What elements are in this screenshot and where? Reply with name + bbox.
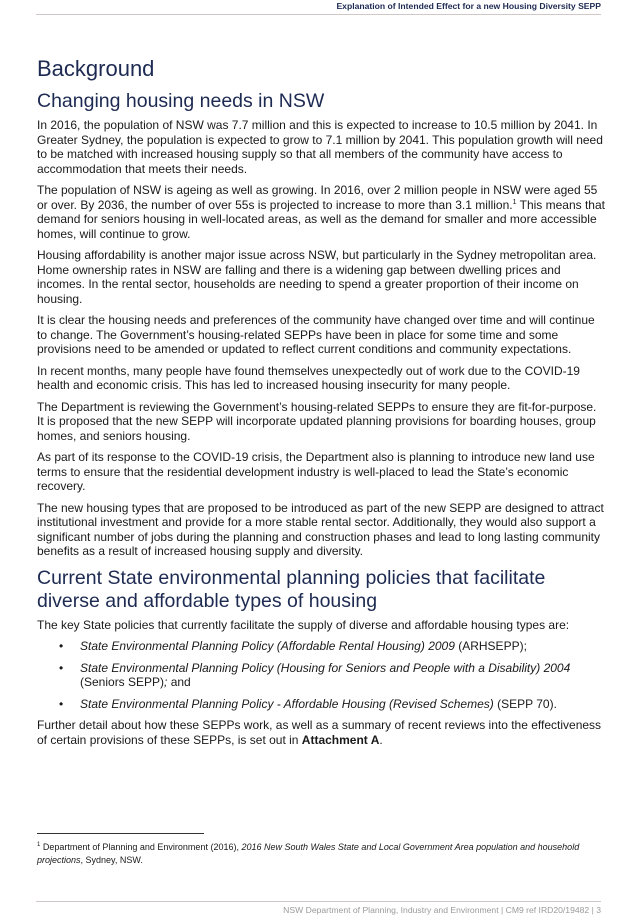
section-heading-state-policies: Current State environmental planning policies that facilitate diverse and affordable types of housing bbox=[37, 566, 546, 612]
policy-tail: and bbox=[167, 675, 191, 689]
footnote-divider bbox=[37, 833, 204, 834]
header-title: Explanation of Intended Effect for a new Housing Diversity SEPP bbox=[336, 1, 601, 11]
page-header bbox=[36, 0, 601, 15]
policy-abbrev: (Seniors SEPP) bbox=[80, 675, 165, 689]
list-item bbox=[37, 661, 606, 690]
policy-punct: ; bbox=[164, 675, 168, 689]
paragraph: In 2016, the population of NSW was 7.7 million and this is expected to increase to 10.5 million by 2041. In Greater Sydney, the population is expected to grow to 7.1 million by 2041. This population growth will need to be matched with increased housing supply so that all members of the community have access to accommodation that meets their needs. bbox=[37, 118, 603, 176]
closing-text: Further detail about how these SEPPs work, as well as a summary of recent reviews into the effectiveness of certain provisions of these SEPPs, is set out in bbox=[37, 718, 602, 747]
paragraph: The Department is reviewing the Government’s housing-related SEPPs to ensure they are fit-for-purpose. It is proposed that the new SEPP will incorporate updated planning provisions for boarding houses, group homes, and seniors housing. bbox=[37, 399, 597, 443]
footnote-text: Department of Planning and Environment (2016), bbox=[40, 842, 242, 852]
section-heading-housing-needs: Changing housing needs in NSW bbox=[37, 90, 325, 112]
attachment-link[interactable]: Attachment A bbox=[301, 732, 380, 747]
paragraph: In recent months, many people have found themselves unexpectedly out of work due to the COVID-19 health and economic crisis. This has led to increased housing insecurity for many people. bbox=[37, 363, 580, 392]
bullet-icon: • bbox=[59, 639, 64, 653]
policy-abbrev: (ARHSEPP); bbox=[454, 639, 527, 653]
footer-text: NSW Department of Planning, Industry and Environment | CM9 ref IRD20/19482 | 3 bbox=[283, 905, 601, 915]
closing-paragraph bbox=[37, 718, 606, 747]
footnote bbox=[37, 841, 606, 867]
page-content bbox=[37, 56, 606, 754]
footnote-source-title: 2016 New South Wales State and Local Government Area population and household projections bbox=[37, 842, 580, 865]
list-item bbox=[37, 639, 606, 654]
paragraph: Housing affordability is another major issue across NSW, but particularly in the Sydney metropolitan area. Home ownership rates in NSW are falling and there is a widening gap between dwelling prices and incomes. In the rental sector, households are needing to spend a greater proportion of their income on housing. bbox=[37, 248, 597, 306]
page-footer bbox=[36, 901, 601, 916]
paragraph: It is clear the housing needs and preferences of the community have changed over time and will continue to change. The Government’s housing-related SEPPs have been in place for some time and some provisions need to be amended or updated to reflect current conditions and community expectations. bbox=[37, 313, 595, 356]
bullet-icon: • bbox=[59, 696, 64, 711]
page-title: Background bbox=[37, 56, 155, 81]
policy-title: State Environmental Planning Policy (Housing for Seniors and People with a Disability) 2004 bbox=[80, 660, 571, 675]
footnote-reference[interactable]: 1 bbox=[512, 198, 517, 206]
footnote-number: 1 bbox=[37, 842, 41, 848]
paragraph-text: The population of NSW is ageing as well as growing. In 2016, over 2 million people in NSW were aged 55 or over. By 2036, the number of over 55s is projected to increase to more than 3.1 million. bbox=[37, 183, 598, 212]
paragraph-text-tail: This means that demand for seniors housing in well-located areas, as well as the demand for smaller and more accessible homes, will continue to grow. bbox=[37, 197, 605, 241]
policy-abbrev: (SEPP 70). bbox=[493, 696, 557, 711]
paragraph: The new housing types that are proposed to be introduced as part of the new SEPP are designed to attract institutional investment and provide for a more stable rental sector. Additionally, they would also support a significant number of jobs during the planning and construction phases and lead to long lasting community benefits as a result of increased housing supply and diversity. bbox=[37, 500, 604, 558]
paragraph: As part of its response to the COVID-19 crisis, the Department also is planning to introduce new land use terms to ensure that the residential development industry is well-placed to lead the State’s economic recovery. bbox=[37, 450, 595, 493]
policy-title: State Environmental Planning Policy - Affordable Housing (Revised Schemes) bbox=[80, 696, 494, 711]
bullet-icon: • bbox=[59, 660, 64, 675]
closing-end: . bbox=[379, 732, 383, 747]
paragraph-ageing bbox=[37, 183, 606, 241]
policy-list bbox=[37, 639, 606, 711]
list-intro: The key State policies that currently facilitate the supply of diverse and affordable housing types are: bbox=[37, 617, 570, 632]
list-item bbox=[37, 697, 606, 712]
footnote-tail: , Sydney, NSW. bbox=[80, 855, 143, 865]
policy-title: State Environmental Planning Policy (Affordable Rental Housing) 2009 bbox=[80, 639, 455, 653]
